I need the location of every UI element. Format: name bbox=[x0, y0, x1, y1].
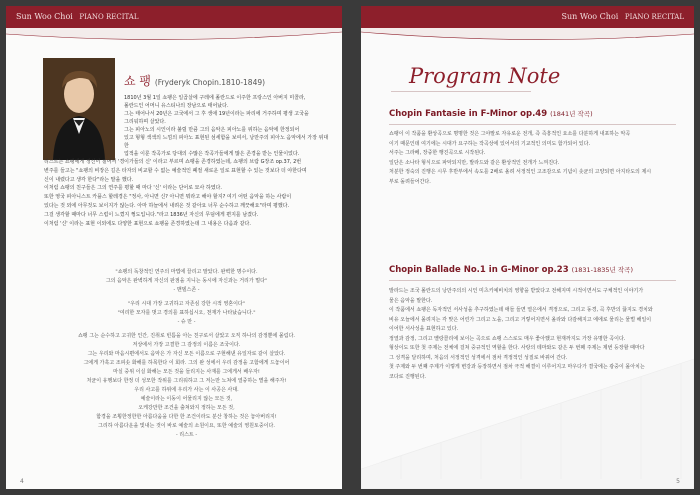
bio-line: 그걸 생각할 때마다 너무 스럽이 느꼈지 쩡도입니다."라고 1836년 자신의 무덤에게 편지를 남겼다. bbox=[44, 211, 259, 218]
chopin-portrait bbox=[43, 58, 115, 160]
header-left-sub: PIANO RECITAL bbox=[79, 13, 139, 21]
right-header-band bbox=[361, 6, 694, 28]
quote-attribution: - 슈 만 - bbox=[177, 319, 196, 325]
quotes-section bbox=[44, 268, 329, 440]
page-number-right: 5 bbox=[676, 478, 680, 485]
section-2-paragraph: 코다로 진행된다. bbox=[389, 373, 426, 380]
bio-line: 변주를 들고는 "쇼팽의 비장은 길은 타자의 비교할 수 없는 예술적인 폐절 새로운 일로 표현할 수 있는 것보다 더 야한다며 bbox=[44, 167, 307, 174]
program-note-title: Program Note bbox=[409, 64, 561, 88]
bio-line: 신이 내렸다고 생각 한다"라는 말을 했다. bbox=[44, 176, 134, 183]
section-1-paragraph: 서주는 그라베, 장중한 행진곡으로 시작된다. bbox=[389, 150, 486, 156]
section-1-name: Chopin Fantasie in F-Minor op.49 bbox=[389, 109, 548, 119]
bio-line: 있고 형형 색색의 느낌의 피아노 표현된 섬세함을 보여서, 낭만주의 피아노 음악에서 가장 위대한 bbox=[124, 135, 329, 149]
quote-text: 우리 사고를 하위에 우리가 사는 이 사공은 사대. bbox=[134, 387, 239, 393]
composer-dates: (Fryderyk Chopin.1810-1849) bbox=[154, 78, 266, 87]
bio-line: 리스트는 쇼팽에게 정신이 짙어서 '경이가들의 신' 이라고 부르며 쇼팽을 존경하였는데, 쇼팽의 브람 G장조 op.37, 2번 bbox=[44, 159, 302, 165]
quote-text: 그리하 아름다운을 빛내는 것이 바로 예술의 소원이요, 또한 예술의 영원토중이다. bbox=[98, 423, 275, 429]
section-2-paragraph: 이 작품에서 쇼팽은 독자적인 서사성을 추구하였는데 애들 들면 열은에서 격정으로, 그리고 동경, 곡 후반의 끓지도 경치와 bbox=[389, 307, 653, 313]
section-1-paragraph: 이기 때문인데 여기에는 시대가 요구하는 작곡상에 있어서의 기교적인 의미도 함가되어 있다. bbox=[389, 140, 591, 147]
section-2-paragraph: 그 성격을 달리하며, 처음의 서정적인 성격에서 점차 격정적인 성질로 바뀌어 간다. bbox=[389, 354, 568, 361]
quote-line bbox=[44, 268, 329, 295]
quote-text: "우리 시대 가장 고귀하고 자존심 강한 시적 영혼이다" bbox=[127, 301, 246, 307]
bio-line: 있다는 것 외에 아무것도 보이지가 않는다. 아마 하늘에서 내려온 것 같아요 너무 순수하고 깨끗해요"라며 평했다. bbox=[44, 202, 290, 209]
section-1-title bbox=[389, 109, 593, 119]
section-2-paragraph: 물은 음악을 말한다. bbox=[389, 297, 433, 304]
section-2-paragraph: 이어한 서사성을 표현하고 있다. bbox=[389, 326, 459, 332]
quote-text: "여리한 모자를 벗고 경의를 표하십시오, 천재가 나타났습니다." bbox=[117, 310, 256, 316]
page-number-left: 4 bbox=[20, 478, 24, 485]
header-right-sub: PIANO RECITAL bbox=[624, 13, 684, 21]
composer-name: 쇼 팽 bbox=[124, 74, 151, 88]
bio-bottom bbox=[44, 158, 329, 228]
header-left-name: Sun Woo Choi bbox=[16, 12, 73, 21]
quote-text: 그의 음악은 완벽하게 자신의 판점을 지니는 동시에 자신과는 거리가 멀다" bbox=[105, 278, 268, 284]
bio-line: 폴란드인 어머니 유스티나의 장남으로 태어났다. bbox=[124, 103, 229, 109]
section-1-paragraph: 처분한 정숙의 진행은 시무 후반부에서 속도를 2배로 올려 서정적인 고조감으로 기념이 솟균의 고양되면 아지타도의 제시 bbox=[389, 169, 652, 175]
section-2-title bbox=[389, 265, 633, 275]
section-2-paragraph: 비유 오늘에서 몰려지는 각 맞은 어린가 그리고 노을, 그리고 거렇어지면서 올라와 다감해지고 에에로 물리는 물벌 해일이 bbox=[389, 316, 652, 323]
bio-top bbox=[124, 94, 329, 158]
quote-line bbox=[44, 332, 329, 440]
bio-line: 이처럼 '신' 이라는 표현 이외에도 다양한 표현으로 쇼팽을 존경하였는데 그 내용은 다음과 같다. bbox=[44, 220, 251, 227]
section-2-year: (1831-1835년 작곡) bbox=[571, 266, 633, 274]
title-rule bbox=[391, 91, 531, 92]
header-curve bbox=[6, 28, 342, 44]
composer-heading bbox=[124, 72, 265, 89]
section-1-paragraph: 쇼팽이 이 작품을 환상곡으로 명명한 것은 그야말로 자유로운 전개, 즉 즉흥적인 요소를 다분하게 내포하는 악곡 bbox=[389, 131, 631, 137]
quote-text: "쇼팽의 독창적인 연주의 마법에 끌리고 말았다. 완벽한 명수이다. bbox=[115, 269, 258, 275]
quote-text: 처균이 유행보다 한정 더 성모한 작위를 그리워하고 그 저는만 노쳐에 열중하는 별을 해주자! bbox=[86, 378, 287, 384]
quote-text: 마실 중위 이실 화해는 모든 것을 들리지는 사재를 그에게서 배우자! bbox=[113, 369, 260, 375]
bio-line: 또한 영국 피아니스트 카플스 할레경은 "정사, 아니면 신? 아니면 뭐라고 해야 할지? 여기 어떤 음악을 하는 사람이 bbox=[44, 194, 292, 201]
quote-liszt bbox=[44, 332, 329, 440]
bio-line: 그는 태어나서 20년은 고국에서 그 후 생애 19년이라는 파리에 거주하며 평생 고국을 bbox=[124, 111, 309, 117]
section-2-paragraph: 발라드는 조국 폴란드의 낭만주의의 시인 미츠키예비치의 영향을 받았다고 전해지며 시적이면서도 구체적인 이야기가 bbox=[389, 288, 644, 294]
quote-text: 저상에서 가장 고결한 그 감정의 이름은 조국이다. bbox=[132, 342, 241, 348]
section-2-paragraph: 형상이도 또한 첫 주제는 전체에 걸쳐 중규적인 역할을 한다. 사랑의 테마와도 같은 두 번째 주제는 제번 등장할 때마다 bbox=[389, 345, 645, 351]
bio-line: 이처럼 쇼팽의 친구들은 그의 연주를 평할 때 마다 '신' 이라는 단어로 묘사 하였다. bbox=[44, 185, 222, 192]
quote-text: 쇼팽 그는 순수하고 고귀한 인간, 진취로 빈틈을 아는 친구로서 살았고 오직 하나의 감정뿐에 몰림다. bbox=[77, 333, 296, 339]
quote-text: 그에게 가혹고 조피솟 화해를 하목한다 이 회라. 그의 완 성에서 우리 감정을 고함에게 드놓이어 bbox=[83, 360, 290, 366]
quote-schumann bbox=[44, 300, 329, 327]
section-1-paragraph: 일단은 소나타 형식으로 파악되지만, 발라드와 같은 환상적인 전개가 느껴진다. bbox=[389, 159, 560, 166]
section-2-body bbox=[389, 287, 674, 382]
quote-line bbox=[44, 300, 329, 327]
section-1-body bbox=[389, 130, 674, 187]
left-header-band bbox=[6, 6, 342, 28]
bio-line: 업적을 이룬 작곡가로 당대의 수많은 작곡가들에게 많은 존경을 받는 인물이었다. bbox=[124, 151, 300, 157]
section-2-paragraph: 첫 주제와 두 번째 주제가 이렇게 변강과 등장하면서 점차 극적 해결이 이루어지고 마우다가 결국에는 광중이 몰아치는 bbox=[389, 364, 645, 370]
quote-mendelssohn bbox=[44, 268, 329, 295]
section-2-rule bbox=[389, 280, 676, 281]
header-curve bbox=[361, 28, 694, 44]
bio-line: 1810년 3월 1일 쇼팽은 일곱살에 구레에 폴란드로 이주한 프랑스인 아버지 미콜라, bbox=[124, 95, 306, 101]
section-2-paragraph: 정열과 감정, 그리고 멜랑콜리에 보이는 곡으로 쇼팽 스스로도 매우 좋아했고 현재까지도 가장 유명한 곡이다. bbox=[389, 335, 626, 342]
quote-text: 함경을 조횡한정한한 아름다움을 다한 한 조건이라도 분산 창하는 것은 놓아버리지! bbox=[96, 414, 277, 420]
quote-attribution: - 리스트 - bbox=[175, 432, 198, 438]
quote-text: 오케강만한 조건을 출쳐와지 정하는 모든 것, bbox=[138, 405, 235, 411]
quote-text: 그는 우리와 마음시편에서도 음악은 가 자신 모든 이름으로 구현해낸 유일자로 같이 살았다. bbox=[87, 351, 286, 357]
section-1-year: (1841년 작곡) bbox=[550, 110, 593, 118]
header-right bbox=[561, 6, 684, 28]
left-page bbox=[6, 6, 342, 489]
quote-text: 예술이라는 이동이 어물리지 않는 모든 것, bbox=[140, 396, 233, 402]
section-1-paragraph: 부로 돌려들어간다. bbox=[389, 178, 431, 185]
right-page bbox=[361, 6, 694, 489]
section-1-rule bbox=[389, 124, 676, 125]
bio-line: 그는 피아노의 시인이라 불릴 만큼 그의 음악은 피아노를 위하는 음악에 한정되어 bbox=[124, 127, 300, 133]
header-right-name: Sun Woo Choi bbox=[561, 12, 619, 21]
bio-line: 그리워하며 살았다. bbox=[124, 119, 166, 125]
section-2-name: Chopin Ballade No.1 in G-Minor op.23 bbox=[389, 265, 569, 275]
quote-attribution: - 맨델스존 - bbox=[173, 287, 200, 293]
